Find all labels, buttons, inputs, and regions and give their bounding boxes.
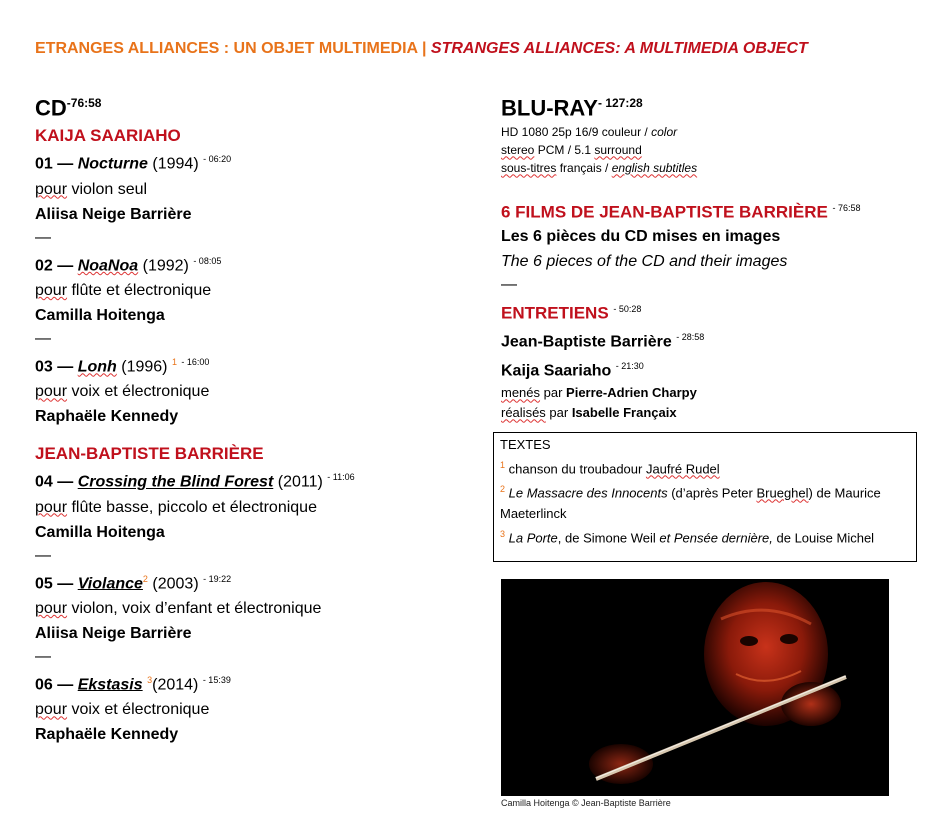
bluray-title: BLU-$RAY^{- 127:28}$ <box>501 95 643 121</box>
separator-dash: — <box>35 546 51 564</box>
text-note-3: $^3$ La Porte, de Simone Weil et Pensée dernière, de Louise Michel <box>500 528 875 545</box>
track-title: Violance <box>77 574 143 592</box>
interview-saariaho: Kaija Saariaho $^{- 21:30}$ <box>501 360 644 380</box>
track-06: 06 — Ekstasis $^3$(2014) $^{- 15:39}$ pour voix et électronique Raphaële Kennedy <box>35 674 231 744</box>
page-header <box>35 40 808 58</box>
composer-saariaho: KAIJA SAARIAHO <box>35 126 181 146</box>
bluray-section <box>501 88 921 423</box>
performer: Camilla Hoitenga <box>35 306 165 324</box>
hand-shape <box>781 682 841 726</box>
text-note-2: $^2$ Le Massacre des Innocents (d’après Peter Brueghel) de Maurice Maeterlinck <box>500 484 881 521</box>
footnote-marker: 3 <box>147 674 153 685</box>
cd-section <box>35 88 475 747</box>
track-01: 01 — Nocturne (1994) $^{- 06:20}$ pour violon seul Aliisa Neige Barrière <box>35 154 232 223</box>
header-french: ETRANGES ALLIANCES : UN OBJET MULTIMEDIA <box>35 40 418 57</box>
interviews-title: ENTRETIENS $^{- 50:28}$ <box>501 303 642 323</box>
performer: Aliisa Neige Barrière <box>35 624 192 642</box>
separator-dash: — <box>501 275 517 293</box>
footnote-marker: 1 <box>171 356 177 367</box>
header-separator: | <box>421 40 427 57</box>
performer: Camilla Hoitenga <box>35 523 165 541</box>
separator-dash: — <box>35 329 51 347</box>
composer-barriere: JEAN-BAPTISTE BARRIÈRE <box>35 444 264 464</box>
header-english: STRANGES ALLIANCES: A MULTIMEDIA OBJECT <box>430 40 808 57</box>
track-title: Lonh <box>77 358 117 376</box>
performer: Aliisa Neige Barrière <box>35 205 192 223</box>
track-03: 03 — Lonh (1996) $^1$ $^{- 16:00}$ pour voix et électronique Raphaële Kennedy <box>35 356 210 426</box>
text-note-1: $^1$ chanson du troubadour Jaufré Rudel <box>500 460 720 477</box>
track-title: Ekstasis <box>77 676 143 694</box>
track-title: NoaNoa <box>77 256 139 274</box>
films-english: The 6 pieces of the CD and their images <box>501 252 788 270</box>
separator-dash: — <box>35 647 51 665</box>
cd-title: $CD^{-76:58}$ <box>35 95 102 121</box>
bluray-spec-audio: stereo PCM / 5.1 surround <box>501 143 642 158</box>
performer: Raphaële Kennedy <box>35 726 179 744</box>
bluray-spec-subtitles: sous-titres français / english subtitles <box>501 161 698 176</box>
track-title: Nocturne <box>77 155 148 173</box>
photo-caption: Camilla Hoitenga © Jean-Baptiste Barrière <box>501 798 671 808</box>
interviews-made-by: réalisés par Isabelle Françaix <box>501 405 677 421</box>
performer-photo <box>501 579 889 796</box>
track-title: Crossing the Blind Forest <box>77 473 274 491</box>
bluray-duration: - 127:28 <box>597 96 643 110</box>
texts-box <box>493 432 917 562</box>
flutist-image <box>501 579 889 796</box>
performer: Raphaële Kennedy <box>35 408 179 426</box>
separator-dash: — <box>35 228 51 246</box>
interviews-led-by: menés par Pierre-Adrien Charpy <box>501 385 697 401</box>
footnote-marker: 2 <box>142 573 148 584</box>
track-05: 05 — Violance$^2$ (2003) $^{- 19:22}$ pour violon, voix d’enfant et électronique Aliisa Neige Barrière <box>35 573 322 642</box>
texts-title: TEXTES <box>500 437 551 452</box>
cd-duration: -76:58 <box>66 96 102 110</box>
films-title: 6 FILMS DE JEAN-BAPTISTE BARRIÈRE $^{- 76:58}$ <box>501 202 861 222</box>
bluray-spec-video: HD 1080 25p 16/9 couleur / color <box>501 125 678 140</box>
films-french: Les 6 pièces du CD mises en images <box>501 227 781 245</box>
track-02: 02 — NoaNoa (1992) $^{- 08:05}$ pour flûte et électronique Camilla Hoitenga <box>35 255 222 324</box>
track-04: 04 — Crossing the Blind Forest (2011) $^{- 11:06}$ pour flûte basse, piccolo et électronique Camilla Hoitenga <box>35 472 355 541</box>
interview-barriere: Jean-Baptiste Barrière $^{- 28:58}$ <box>501 331 705 350</box>
